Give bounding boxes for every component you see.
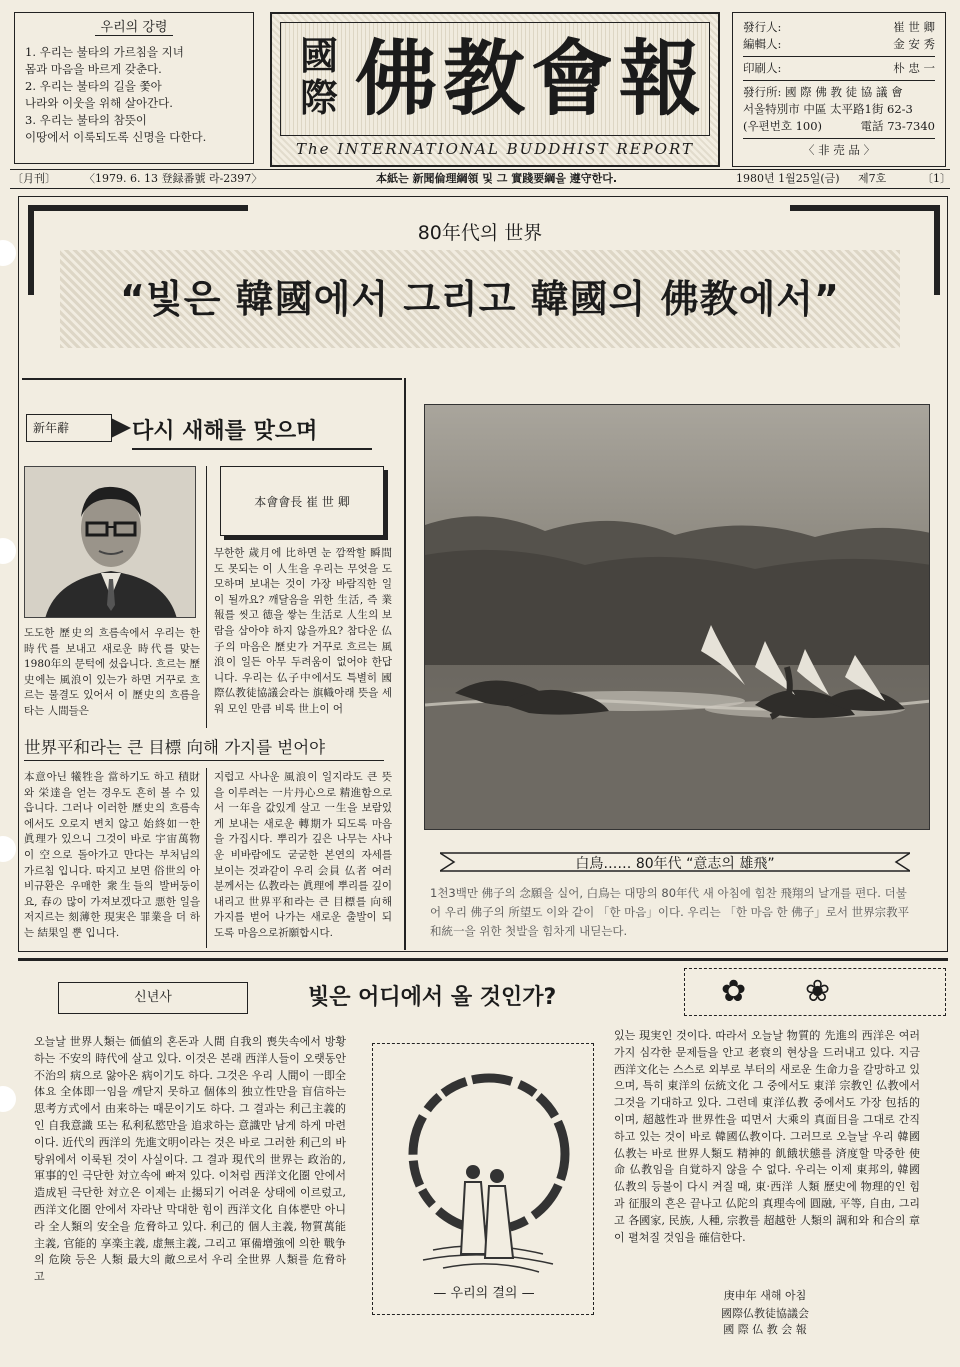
monthly-mark: 〔月刊〕	[12, 172, 56, 185]
masthead-title-box	[270, 12, 720, 167]
couple-illustration	[373, 1044, 595, 1316]
swan-photo	[424, 404, 930, 830]
printer-label: 印刷人:	[743, 61, 782, 75]
publisher-label: 發行人:	[743, 20, 782, 34]
creed-box	[14, 12, 254, 164]
article-headline: 다시 새해를 맞으며	[132, 414, 372, 450]
printer-name: 朴 忠 一	[893, 61, 935, 75]
illustration	[372, 1043, 594, 1315]
article-text: 있는 現実인 것이다. 따라서 오늘날 物質的 先進의 西洋은 여러가지 심각한 문제들을 안고 老衰의 현상을 드러내고 있다. 지금 西洋文化는 스스로 외부로 부터의 새로운 生命力을 갈망하고 있으며, 특히 東洋의 伝統文化 그 중에서도 東洋 宗教인 仏教에서 그것을 기대하고 있다. 그런데 東洋仏教 중에서도 가장 包括的이며, 超越性과 世界性을 띠면서 大乘의 真面目을 그대로 간직하고 있는 것이 바로 韓國仏教이다. 그러므로 오늘날 우리 韓國仏教는 바로 世界人類도 精神的 飢餓状態를 済度할 막중한 使命 仏教임을 自覚하지 않을 수 없다. 우리는 이제 東邦의, 韓國仏教의 등불이 다시 켜질 때, 東·西洋 人類 歷史에 物理的인 힘과 征服의 흔은 끝나고 仏陀의 真理속에 圓融, 平等, 自由, 그리고 各國家, 民族, 人種, 宗教를 超越한 人類의 調和와 和合의 章이 펼쳐질 것임을 確信한다.	[614, 1029, 920, 1244]
article-subhead: 世界平和라는 큰 目標 向해 가지를 벋어야	[24, 734, 384, 761]
photo-caption: 白鳥…… 80年代 “意志의 雄飛”	[575, 856, 775, 872]
article-text: 오늘날 世界人類는 価値의 혼돈과 人間 自我의 喪失속에서 방황하는 不安의 時代에 살고 있다. 이것은 본래 西洋人들이 오랫동안 不治의 病으로 앓아온 病이기도 하다. 그것은 우리 人間이 一即全体요 全体即一임을 깨닫지 못하고 個体의 独立性만을 盲信하는 思考方式에서 由来하는 때문이기도 하다. 그 결과는 利己主義的인 自我意識 또는 私利私慾만을 追求하는 意識만 남게 하게 마련이다. 近代의 西洋의 先進文明이라는 것은 바로 그러한 利己의 바탕위에서 이룩된 것이 사실이다. 그 결과 現代의 世界는 政治的, 軍事的인 극단한 対立속에 빠져 있다. 이처럼 西洋文化圏 안에서 造成된 극단한 対立은 이제는 止揚되기 어려운 상태에 이르렀고, 西洋文化圏 안에서 자라난 막대한 힘이 西洋文化 自体뿐만 아니라 全人類의 安全을 危脅하고 있다. 利己的 個人主義, 物質萬能主義, 官能的 享楽主義, 虚無主義, 그리고 軍備增強에 의한 戰争의 危険 등은 人類 最大의 敵으로서 우리 全世界 人類를 危脅하고	[34, 1035, 346, 1284]
creed-item: 3. 우리는 불타의 참뜻이 이땅에서 이룩되도록 신명을 다한다.	[25, 113, 207, 144]
page-number: 〔1〕	[922, 172, 951, 185]
divider	[743, 80, 935, 81]
title-english: The INTERNATIONAL BUDDHIST REPORT	[295, 140, 695, 158]
title-small: 國際	[299, 33, 338, 120]
publisher-name: 崔 世 卿	[893, 20, 935, 34]
section-tag: 신년사	[58, 982, 248, 1014]
address: 서울特別市 中區 太平路1街 62-3	[743, 102, 913, 116]
illustration-caption: — 우리의 결의 —	[382, 1282, 586, 1301]
creed-item: 1. 우리는 불타의 가르침을 지녀 몸과 마음을 바르게 갖춘다.	[25, 45, 184, 76]
registration: 〈1979. 6. 13 登録番號 라-2397〉	[84, 172, 263, 185]
ethics-notice: 本紙는 新聞倫理綱領 및 그 實踐要綱을 遵守한다.	[376, 172, 618, 185]
decoration-box	[684, 968, 946, 1016]
section-rule	[18, 958, 948, 961]
photo-description: 1천3백만 佛子의 念願을 실어, 白鳥는 대망의 80年代 새 아침에 힘찬 飛翔의 날개를 편다. 더불어 우리 佛子의 所望도 이와 같이 「한 마음」이다. 우리는 「한 마음 한 佛子」로서 世界宗教平和統一을 위한 첫발을 힘차게 내딛는다.	[430, 886, 910, 938]
editor-label: 編輯人:	[743, 37, 782, 51]
divider	[743, 138, 935, 139]
creed-title: 우리의 강령	[95, 20, 174, 36]
portrait-image	[25, 467, 196, 618]
binder-hole	[0, 538, 16, 564]
author-photo	[24, 466, 196, 618]
author-byline: 本會會長 崔 世 卿	[220, 466, 384, 536]
title-main: 佛教會報	[355, 31, 708, 127]
title-panel	[280, 22, 710, 136]
article-text: 지럽고 사나운 風浪이 일지라도 큰 뜻을 이루려는 一片丹心으로 精進함으로서 一年을 값있게 살고 一生을 보람있게 보내는 새로운 轉期가 되도록 마음을 가집시다. 뿌리가 깊은 나무는 사나운 비바람에도 굳굳한 본연의 자세를 보이는 것과같이 우리 会員 仏者 여러분께서는 仏教라는 眞理에 뿌리를 깊이 내리고 世界平和라는 큰 目標를 向해 가지를 벋어 나가는 새로운 출발이 되도록 마음으로祈願합시다.	[214, 771, 392, 939]
signature-date: 庚申年 새해 아침	[723, 1289, 807, 1302]
binder-hole	[0, 1086, 16, 1112]
section-tag: 新年辭	[26, 414, 112, 442]
editor-name: 金 安 秀	[893, 37, 935, 51]
not-for-sale: 〈 非 売 品 〉	[802, 143, 876, 157]
feature-subhead: 80年代의 世界	[417, 222, 543, 244]
issue-number: 제7호	[858, 172, 887, 185]
signature-paper: 國 際 仏 教 会 報	[723, 1323, 807, 1336]
phone: 電話 73-7340	[860, 119, 935, 133]
binder-hole	[0, 836, 16, 862]
dateline	[10, 169, 950, 189]
rule	[206, 768, 207, 948]
rule	[22, 378, 402, 380]
flower-icon: ❀	[805, 974, 831, 1009]
creed-item: 2. 우리는 불타의 길을 쫓아 나라와 이웃을 위해 살아간다.	[25, 79, 173, 110]
publisher-box	[732, 12, 946, 167]
binder-hole	[0, 240, 16, 266]
signature-org: 國際仏教徒協議会	[721, 1307, 809, 1320]
flower-icon: ✿	[721, 974, 747, 1009]
rule	[206, 466, 207, 728]
article-text: 本意아닌 犧牲을 當하기도 하고 積財와 栄達을 얻는 경우도 흔히 볼 수 있읍니다. 그러나 이러한 歷史의 흐름속에서도 오로지 변치 않고 始終如一한 眞理가 있으니 그것이 바로 宇宙萬物이 空으로 돌아가고 만다는 부처님의 가르침 입니다. 따지고 보면 俗世의 아비규환은 우매한 衆生들의 발버둥이요, 春の 많이 가져보겠다고 悪한 일을 저지르는 刻薄한 現実은 罪業을 더 하는 結果일 뿐 입니다.	[24, 771, 200, 939]
article-headline: 빛은 어디에서 올 것인가?	[308, 985, 557, 1010]
postal-code: (우편번호 100)	[743, 119, 823, 133]
feature-headline: “빛은 韓國에서 그리고 韓國의 佛教에서”	[120, 277, 840, 321]
article-text: 도도한 歷史의 흐름속에서 우리는 한 時代를 보내고 새로운 時代를 맞는 1980年의 문턱에 섰읍니다. 흐르는 歷史에는 風浪이 있는가 하면 거꾸로 흐르는 물결도 있어서 이 歷史의 흐름을 타는 人間들은	[24, 627, 200, 717]
office: 發行所: 國 際 佛 教 徒 協 議 會	[743, 85, 903, 99]
swan-image	[425, 405, 930, 830]
rule	[404, 378, 406, 950]
article-text: 무한한 歲月에 比하면 눈 깜짝할 瞬間도 못되는 이 人生을 우리는 무엇을 도모하며 보내는 것이 가장 바람직한 일이 될까요? 깨달음을 위한 生活, 즉 業報를 씻고 德을 쌓는 生活로 人生의 보람을 삼아야 하지 않을까요? 참다운 仏子의 마음은 歷史가 거꾸로 흐르는 風浪이 일든 아무 두려움이 없어야 한답니다. 우리는 仏子中에서도 특별히 國際仏教徒協議会라는 旗幟아래 뜻을 세워 모인 만큼 비록 世上이 어	[214, 547, 392, 715]
divider	[743, 56, 935, 57]
issue-date: 1980년 1월25일(금)	[736, 172, 840, 185]
